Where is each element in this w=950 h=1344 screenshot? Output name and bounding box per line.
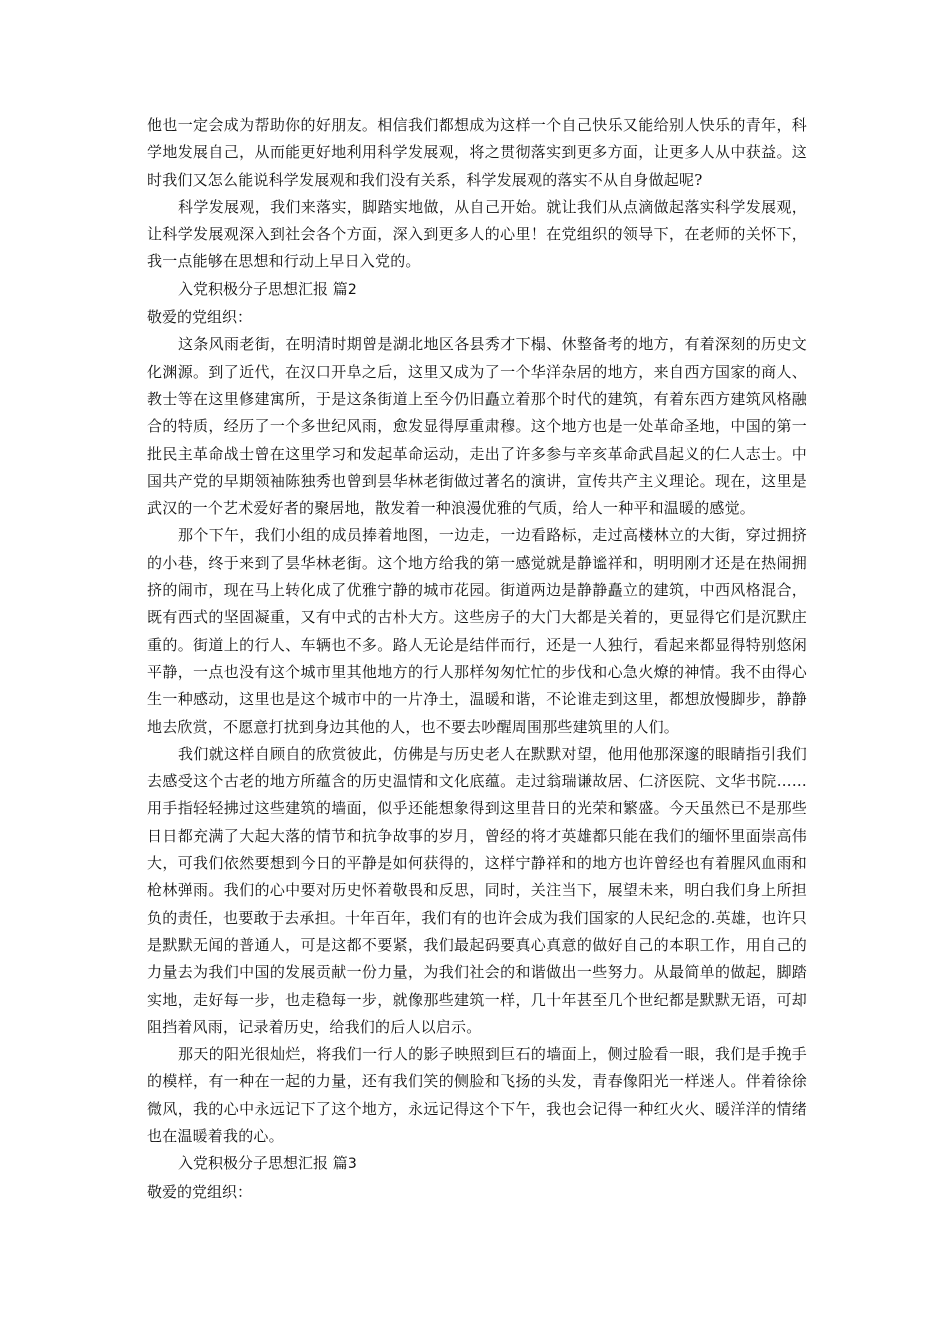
section-heading bbox=[147, 276, 807, 304]
section-title: 入党积极分子思想汇报 bbox=[178, 1154, 329, 1173]
section-number: 2 bbox=[347, 281, 357, 298]
paragraph: 那个下午，我们小组的成员捧着地图，一边走，一边看路标，走过高楼林立的大街，穿过拥挤的小巷，终于来到了昙华林老街。这个地方给我的第一感觉就是静谧祥和，明明刚才还是在热闹拥挤的闹市，现在马上转化成了优雅宁静的城市花园。街道两边是静静矗立的建筑，中西风格混合，既有西式的坚固凝重，又有中式的古朴大方。这些房子的大门大都是关着的，更显得它们是沉默庄重的。街道上的行人、车辆也不多。路人无论是结伴而行，还是一人独行，看起来都显得特别悠闲平静，一点也没有这个城市里其他地方的行人那样匆匆忙忙的步伐和心急火燎的神情。我不由得心生一种感动，这里也是这个城市中的一片净土，温暖和谐，不论谁走到这里，都想放慢脚步，静静地去欣赏，不愿意打扰到身边其他的人，也不要去吵醒周围那些建筑里的人们。 bbox=[147, 526, 807, 736]
paragraph: 那天的阳光很灿烂，将我们一行人的影子映照到巨石的墙面上，侧过脸看一眼，我们是手挽手的模样，有一种在一起的力量，还有我们笑的侧脸和飞扬的头发，青春像阳光一样迷人。伴着徐徐微风，我的心中永远记下了这个地方，永远记得这个下午，我也会记得一种红火火、暖洋洋的情绪也在温暖着我的心。 bbox=[147, 1045, 807, 1145]
section-part: 篇 bbox=[332, 279, 348, 298]
section-heading bbox=[147, 1150, 807, 1178]
paragraph: 我们就这样自顾自的欣赏彼此，仿佛是与历史老人在默默对望，他用他那深邃的眼睛指引我们去感受这个古老的地方所蕴含的历史温情和文化底蕴。走过翁瑞谦故居、仁济医院、文华书院……用手指轻轻拂过这些建筑的墙面，似乎还能想象得到这里昔日的光荣和繁盛。今天虽然已不是那些日日都充满了大起大落的情节和抗争故事的岁月，曾经的将才英雄都只能在我们的缅怀里面崇高伟大，可我们依然要想到今日的平静是如何获得的，这样宁静祥和的地方也许曾经也有着腥风血雨和枪林弹雨。我们的心中要对历史怀着敬畏和反思，同时，关注当下，展望未来，明白我们身上所担负的责任，也要敢于去承担。十年百年，我们有的也许会成为我们国家的人民纪念的.英雄，也许只是默默无闻的普通人，可是这都不要紧，我们最起码要真心真意的做好自己的本职工作，用自己的力量去为我们中国的发展贡献一份力量，为我们社会的和谐做出一些努力。从最简单的做起，脚踏实地，走好每一步，也走稳每一步，就像那些建筑一样，几十年甚至几个世纪都是默默无语，可却阻挡着风雨，记录着历史，给我们的后人以启示。 bbox=[147, 744, 807, 1036]
paragraph: 他也一定会成为帮助你的好朋友。相信我们都想成为这样一个自己快乐又能给别人快乐的青年，科学地发展自己，从而能更好地利用科学发展观，将之贯彻落实到更多方面，让更多人从中获益。这时我们又怎么能说科学发展观和我们没有关系，科学发展观的落实不从自身做起呢? bbox=[147, 116, 807, 189]
section-number: 3 bbox=[347, 1156, 357, 1173]
salutation: 敬爱的党组织： bbox=[147, 1182, 253, 1201]
section-part: 篇 bbox=[332, 1154, 348, 1173]
document-page bbox=[147, 112, 807, 1206]
salutation: 敬爱的党组织： bbox=[147, 308, 253, 327]
section-title: 入党积极分子思想汇报 bbox=[178, 279, 329, 298]
paragraph: 这条风雨老街，在明清时期曾是湖北地区各县秀才下榻、休整备考的地方，有着深刻的历史文化渊源。到了近代，在汉口开阜之后，这里又成为了一个华洋杂居的地方，来自西方国家的商人、教士等在这里修建寓所，于是这条街道上至今仍旧矗立着那个时代的建筑，有着东西方建筑风格融合的特质，经历了一个多世纪风雨，愈发显得厚重肃穆。这个地方也是一处革命圣地，中国的第一批民主革命战士曾在这里学习和发起革命运动，走出了许多参与辛亥革命武昌起义的仁人志士。中国共产党的早期领袖陈独秀也曾到昙华林老街做过著名的演讲，宣传共产主义理论。现在，这里是武汉的一个艺术爱好者的聚居地，散发着一种浪漫优雅的气质，给人一种平和温暖的感觉。 bbox=[147, 335, 807, 518]
paragraph: 科学发展观，我们来落实，脚踏实地做，从自己开始。就让我们从点滴做起落实科学发展观，让科学发展观深入到社会各个方面，深入到更多人的心里！在党组织的领导下，在老师的关怀下，我一点能够在思想和行动上早日入党的。 bbox=[147, 197, 807, 271]
